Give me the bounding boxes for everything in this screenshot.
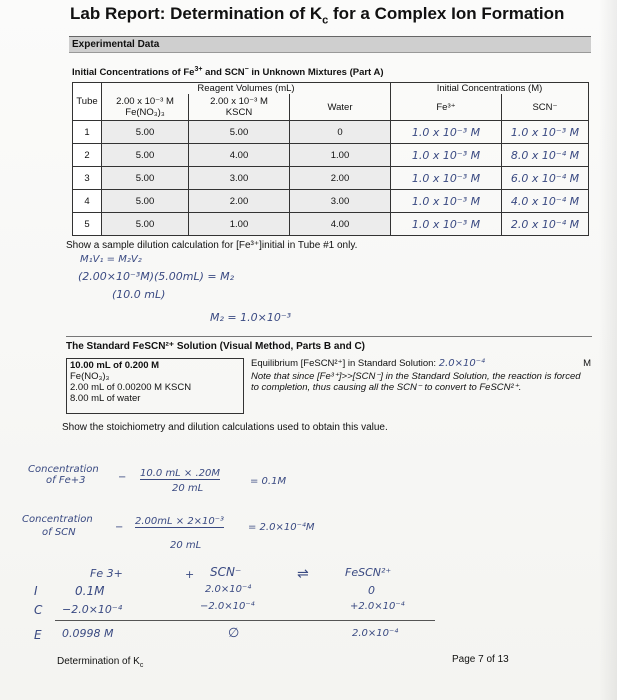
footer-section-title [57,656,143,669]
conc-fe-numerator: 10.0 mL × .20M [140,468,221,479]
initial-conc-header: Initial Concentrations (M) [391,83,589,95]
cell-fe-volume: 5.00 [102,167,189,190]
cell-water-volume: 4.00 [290,213,391,236]
ice-header-scn: SCN⁻ [210,565,242,579]
dilution-prompt: Show a sample dilution calculation for [Fe³⁺]initial in Tube #1 only. [66,240,358,251]
ice-row-c-label: C [34,603,43,617]
equilibrium-value: 2.0×10⁻⁴ [438,358,486,369]
ice-divider [55,620,435,621]
cell-water-volume: 2.00 [290,167,391,190]
table-title-part1: Initial Concentrations of Fe [72,67,195,79]
standard-solution-info [251,358,591,393]
cell-kscn-volume: 5.00 [189,121,290,144]
equilibrium-label: Equilibrium [FeSCN²⁺] in Standard Solution: [251,358,437,369]
dilution-work-line1: M₁V₁ = M₂V₂ [80,254,142,265]
conc-fe-result: = 0.1M [250,476,287,487]
kscn-stock-name: KSCN [225,107,253,118]
cell-fe-volume: 5.00 [102,121,189,144]
dilution-work-line2: (2.00×10⁻³M)(5.00mL) = M₂ [78,270,235,283]
cell-kscn-volume: 1.00 [189,213,290,236]
title-main: Lab Report: Determination of K [70,4,323,23]
cell-kscn-volume: 2.00 [189,190,290,213]
table-title [72,66,384,78]
conc-fe-denominator: 20 mL [172,483,204,494]
col-header-fe-no3 [102,94,189,121]
conc-scn-result: = 2.0×10⁻⁴M [248,522,315,533]
page-number: Page 7 of 13 [452,654,509,665]
col-header-tube: Tube [73,83,102,121]
cell-tube: 4 [73,190,102,213]
cell-fe-conc: 1.0 x 10⁻³ M [391,121,502,144]
title-rest: for a Complex Ion Formation [328,4,565,23]
col-header-water: Water [290,94,391,121]
cell-water-volume: 0 [290,121,391,144]
ice-header-product: FeSCN²⁺ [345,566,392,579]
cell-kscn-volume: 3.00 [189,167,290,190]
conc-fe-label1: Concentration [28,464,99,475]
fe-stock-name: Fe(NO₃)₃ [125,107,165,118]
conc-fe-label2: of Fe+3 [46,475,86,486]
ice-i-scn: 2.0×10⁻⁴ [205,584,252,595]
standard-solution-box [66,358,244,414]
cell-tube: 2 [73,144,102,167]
cell-scn-conc: 4.0 x 10⁻⁴ M [502,190,589,213]
cell-tube: 1 [73,121,102,144]
cell-scn-conc: 2.0 x 10⁻⁴ M [502,213,589,236]
col-header-fe3: Fe³⁺ [391,94,502,121]
dilution-work-line4: M₂ = 1.0×10⁻³ [210,311,292,324]
col-header-kscn [189,94,290,121]
footer-title-main: Determination of K [57,656,140,667]
ice-e-scn: ∅ [228,626,240,641]
page-shadow [599,0,617,700]
conc-scn-label2: of SCN [42,527,76,538]
col-header-scn: SCN⁻ [502,94,589,121]
table-row [73,144,589,167]
equilibrium-note: Note that since [Fe³⁺]>>[SCN⁻] in the Standard Solution, the reaction is forced to completion, thus causing all the SCN⁻ to convert to FeSCN²⁺. [251,371,581,393]
stoich-prompt: Show the stoichiometry and dilution calculations used to obtain this value. [62,422,388,433]
table-title-part2: and SCN [202,67,245,79]
ice-c-product: +2.0×10⁻⁴ [350,601,405,612]
concentration-table [72,82,589,236]
ice-header-plus: + [185,568,195,581]
ice-e-fe: 0.0998 M [62,627,114,640]
table-row [73,190,589,213]
table-title-sup2: − [244,66,249,73]
ice-i-product: 0 [368,584,375,597]
table-title-part3: in Unknown Mixtures (Part A) [248,67,384,79]
footer-title-sub: c [139,662,144,669]
table-row [73,167,589,190]
ice-row-e-label: E [34,628,42,642]
ice-header-fe: Fe 3+ [90,567,123,580]
dilution-work-line3: (10.0 mL) [112,288,166,301]
std-line4: 8.00 mL of water [70,393,141,404]
table-row [73,213,589,236]
section-heading: Experimental Data [69,36,591,53]
ice-e-product: 2.0×10⁻⁴ [352,628,399,639]
table-title-sup1: 3+ [194,66,203,73]
conc-scn-label1: Concentration [22,514,93,525]
std-line1: 10.00 mL of 0.200 M [70,360,160,371]
cell-fe-volume: 5.00 [102,213,189,236]
cell-fe-conc: 1.0 x 10⁻³ M [391,190,502,213]
ice-c-scn: −2.0×10⁻⁴ [200,601,255,612]
std-line2: Fe(NO₃)₃ [70,371,110,382]
equilibrium-line [251,358,591,370]
cell-water-volume: 1.00 [290,144,391,167]
cell-fe-volume: 5.00 [102,144,189,167]
kscn-stock-conc: 2.00 x 10⁻³ M [210,96,268,107]
ice-row-i-label: I [34,584,38,598]
cell-fe-volume: 5.00 [102,190,189,213]
conc-scn-denominator: 20 mL [170,540,202,551]
ice-arrow: ⇌ [297,566,309,582]
equilibrium-unit: M [583,358,591,369]
ice-i-fe: 0.1M [75,584,105,598]
cell-fe-conc: 1.0 x 10⁻³ M [391,213,502,236]
page-title [70,4,564,26]
cell-tube: 3 [73,167,102,190]
cell-scn-conc: 8.0 x 10⁻⁴ M [502,144,589,167]
ice-c-fe: −2.0×10⁻⁴ [62,603,123,616]
title-subscript: c [322,14,329,27]
reagent-volumes-header: Reagent Volumes (mL) [102,83,391,95]
cell-water-volume: 3.00 [290,190,391,213]
cell-fe-conc: 1.0 x 10⁻³ M [391,144,502,167]
cell-fe-conc: 1.0 x 10⁻³ M [391,167,502,190]
cell-scn-conc: 6.0 x 10⁻⁴ M [502,167,589,190]
divider [66,336,592,337]
cell-kscn-volume: 4.00 [189,144,290,167]
standard-solution-heading: The Standard FeSCN²⁺ Solution (Visual Method, Parts B and C) [66,341,366,352]
table-row [73,121,589,144]
cell-scn-conc: 1.0 x 10⁻³ M [502,121,589,144]
conc-scn-numerator: 2.00mL × 2×10⁻³ [135,516,225,527]
std-line3: 2.00 mL of 0.00200 M KSCN [70,382,192,393]
lab-report-page: Lab Report: Determination of $K_c$ for a Complex Ion Formation Experimental Data Initial Concentrations of $Fe^{3+}$ and SCN− in Unknown Mixtures (Part A) Tube Reagent Volumes (mL) Initial Concentrations (M) 2.00 x 10⁻³ M Fe(NO₃)₃ 2.00 x 10⁻³ M KSCN Water Fe³⁺ SCN⁻ 1 5.00 5.00 0 1.0 x 10⁻³ M 1.0 x 10⁻³ M 2 5.00 4.00 1.00 1.0 x 10⁻³ M 8.0 x 10⁻⁴ M 3 5.00 3.00 2.00 1.0 x 10⁻³ M 6.0 x 10⁻⁴ M 4 5.00 2.00 3.00 1.0 x 10⁻³ M 4.0 x 10⁻⁴ M 5 5.00 1.00 4.00 1.0 x 10⁻³ M 2.0 x 10⁻⁴ M Show a sample dilution calculation for [Fe³⁺]initial in Tube #1 only. M₁V₁ = M₂V₂ (2.00×10⁻³M)(5.00mL) = M₂ (10.0 mL) M₂ = 1.0×10⁻³ The Standard FeSCN²⁺ Solution (Visual Method, Parts B and C) 10.00 mL of 0.200 M Fe(NO₃)₃ 2.00 mL of 0.00200 M KSCN 8.00 mL of water Equilibrium [FeSCN²⁺] in Standard Solution: 2.0×10⁻⁴ M Note that since [Fe³⁺]>>[SCN⁻] in the Standard Solution, the reaction is forced to completion, thus causing all the SCN⁻ to convert to FeSCN²⁺. Show the stoichiometry and dilution calculations used to obtain this value. Concentration of Fe+3 − 10.0 mL × .20M 20 mL = 0.1M Concentration of SCN − 2.00mL × 2×10⁻³ 20 mL = 2.0×10⁻⁴M Fe 3+ + SCN⁻ ⇌ FeSCN²⁺ I 0.1M 2.0×10⁻⁴ 0 C −2.0×10⁻⁴ −2.0×10⁻⁴ +2.0×10⁻⁴ E 0.0998 M ∅ 2.0×10⁻⁴ Determination of $K_c$ Page 7 of 13 [0,0,617,700]
fe-stock-conc: 2.00 x 10⁻³ M [116,96,174,107]
cell-tube: 5 [73,213,102,236]
